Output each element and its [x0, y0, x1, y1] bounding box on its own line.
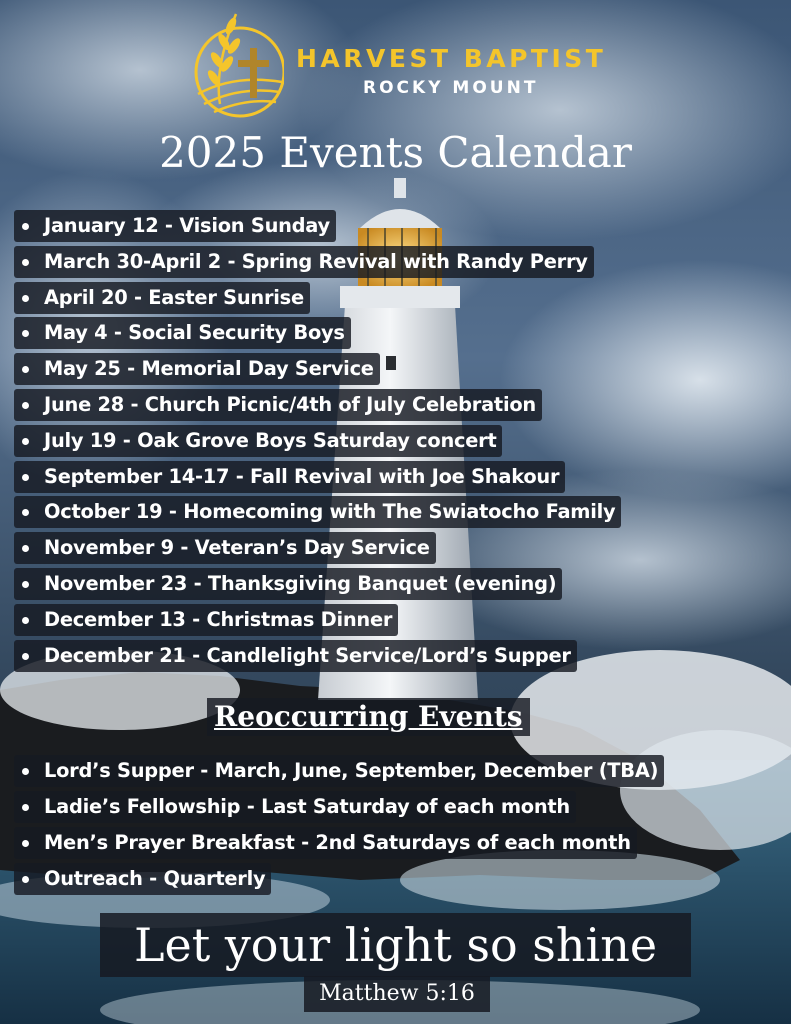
recurring-item [14, 827, 664, 863]
event-text: December 21 - Candlelight Service/Lord’s Supper [14, 640, 577, 672]
recurring-text: Outreach - Quarterly [14, 863, 271, 895]
event-item [14, 317, 621, 353]
event-item [14, 604, 621, 640]
event-text: November 23 - Thanksgiving Banquet (evening) [14, 568, 562, 600]
recurring-text: Lord’s Supper - March, June, September, December (TBA) [14, 755, 664, 787]
event-text: May 4 - Social Security Boys [14, 317, 351, 349]
event-text: September 14-17 - Fall Revival with Joe Shakour [14, 461, 565, 493]
event-item [14, 496, 621, 532]
event-item [14, 246, 621, 282]
event-text: May 25 - Memorial Day Service [14, 353, 380, 385]
recurring-item [14, 791, 664, 827]
wheat-cross-logo-icon [184, 8, 284, 120]
event-text: December 13 - Christmas Dinner [14, 604, 398, 636]
event-text: April 20 - Easter Sunrise [14, 282, 310, 314]
recurring-events-list [14, 755, 664, 899]
verse-reference: Matthew 5:16 [319, 981, 475, 1006]
event-text: January 12 - Vision Sunday [14, 210, 336, 242]
recurring-item [14, 863, 664, 899]
events-list [14, 210, 621, 675]
event-item [14, 210, 621, 246]
recurring-text: Men’s Prayer Breakfast - 2nd Saturdays of each month [14, 827, 637, 859]
event-item [14, 425, 621, 461]
event-text: June 28 - Church Picnic/4th of July Celebration [14, 389, 542, 421]
event-text: July 19 - Oak Grove Boys Saturday concert [14, 425, 502, 457]
event-text: October 19 - Homecoming with The Swiatocho Family [14, 496, 621, 528]
event-item [14, 461, 621, 497]
event-text: March 30-April 2 - Spring Revival with Randy Perry [14, 246, 594, 278]
event-item [14, 568, 621, 604]
event-item [14, 389, 621, 425]
organization-name: HARVEST BAPTIST [296, 44, 607, 73]
event-item [14, 282, 621, 318]
event-item [14, 353, 621, 389]
event-item [14, 532, 621, 568]
page-title: 2025 Events Calendar [159, 128, 632, 177]
recurring-events-heading: Reoccurring Events [207, 698, 530, 736]
recurring-text: Ladie’s Fellowship - Last Saturday of each month [14, 791, 576, 823]
event-item [14, 640, 621, 676]
recurring-item [14, 755, 664, 791]
event-text: November 9 - Veteran’s Day Service [14, 532, 436, 564]
verse-text: Let your light so shine [133, 918, 658, 972]
organization-location: ROCKY MOUNT [363, 78, 539, 98]
